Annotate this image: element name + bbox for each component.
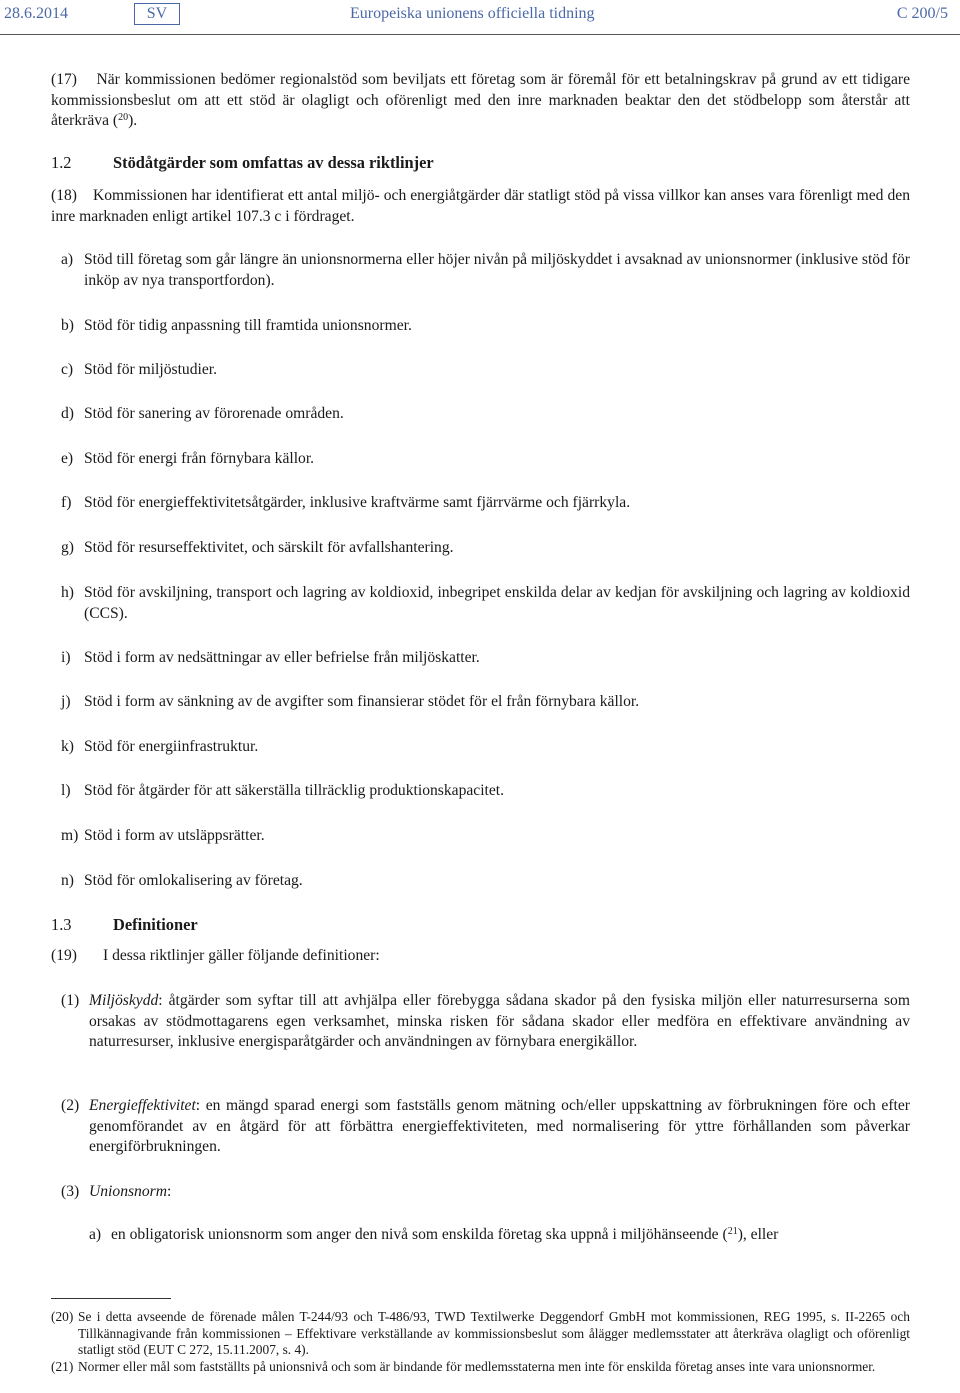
section-number: 1.2 [51,153,72,172]
list-item [61,692,910,714]
list-item [61,826,910,848]
header-date: 28.6.2014 [4,5,68,22]
definition-text [89,1182,910,1203]
definition-sub-item [89,1225,910,1267]
list-item-label: b) [61,317,74,334]
list-item-text: Stöd i form av utsläppsrätter. [84,827,265,844]
paragraph-text: När kommissionen bedömer regionalstöd som beviljats ett företag som är föremål för ett betalningskrav på grund av ett tidigare kommissionsbeslut om att ett stöd är olagligt och oförenligt med den inre marknaden beaktar den det stödbelopp som återstår att återkräva ( [51,71,911,129]
list-item-text: Stöd för resurseffektivitet, och särskilt för avfallshantering. [84,539,454,556]
journal-title: Europeiska unionens officiella tidning [350,5,595,22]
list-item-label: g) [61,539,74,556]
definition-term: Miljöskydd [89,992,159,1009]
definition-label: (2) [61,1097,80,1114]
list-item-label: f) [61,494,72,511]
footnote-text: Se i detta avseende de förenade målen T-244/93 och T-486/93, TWD Textilwerke Deggendorf GmbH mot kommissionen, REG 1995, s. II-2265 och Tillkännagivande från kommissionen – Effektivare verkställande av kommissionsbeslut som ålägger medlemsstater att återkräva olagligt och oförenligt statligt stöd (EUT C 272, 15.11.2007, s. 4). [78,1309,910,1357]
list-item-label: j) [61,693,71,710]
list-item [61,404,910,426]
list-item-label: i) [61,649,71,666]
list-item-label: m) [61,827,79,844]
definition-term: Energieffektivitet [89,1097,196,1114]
definition-body: : [166,1183,172,1200]
section-heading: Definitioner [113,915,198,934]
list-item [61,250,910,294]
footnote-ref[interactable]: 20 [118,112,129,123]
definition-text [89,991,910,1053]
list-item [61,781,910,803]
list-item-text: Stöd för energi från förnybara källor. [84,450,315,467]
list-item-label: a) [61,251,74,268]
list-item-text: Stöd i form av sänkning av de avgifter som finansierar stödet för el från förnybara källor. [84,693,640,710]
list-item [61,871,910,893]
paragraph-18 [51,186,910,227]
footnote [51,1309,910,1358]
paragraph-number: (19) [51,947,77,964]
list-item-label: n) [61,872,74,889]
definition-item [61,1182,910,1204]
language-badge: SV [134,3,180,25]
list-item [61,360,910,382]
definition-label: (1) [61,992,80,1009]
paragraph-text: I dessa riktlinjer gäller följande definitioner: [103,947,380,964]
list-item-label: k) [61,738,74,755]
paragraph-text: Kommissionen har identifierat ett antal miljö- och energiåtgärder där statligt stöd på vissa villkor kan anses vara förenligt med den inre marknaden enligt artikel 107.3 c i fördraget. [51,187,910,225]
header-divider [0,34,960,35]
definition-body: : åtgärder som syftar till att avhjälpa eller förebygga sådana skador på den fysiska miljön eller naturresurserna som orsakas av stödmottagarens egen verksamhet, minska risken för sådana skador eller medföra en effektivare användning av naturresurser, inklusive energisparåtgärder och användningen av förnybara energikällor. [89,992,910,1050]
definition-body: : en mängd sparad energi som fastställs genom mätning och/eller uppskattning av förbrukningen före och efter genomförandet av en åtgärd för att förbättra energieffektiviteten, med normalisering för yttre förhållanden som påverkar energiförbrukningen. [89,1097,910,1155]
list-item [61,449,910,471]
list-item-text: Stöd för åtgärder för att säkerställa tillräcklig produktionskapacitet. [84,782,505,799]
paragraph-tail: ). [128,112,138,129]
footnote-label: (20) [51,1309,74,1324]
list-item-text: Stöd för miljöstudier. [84,361,217,378]
list-item [61,737,910,759]
list-item-label: d) [61,405,74,422]
paragraph-number: (18) [51,187,77,204]
list-item-text: Stöd för tidig anpassning till framtida unionsnormer. [84,317,412,334]
sub-item-text: en obligatorisk unionsnorm som anger den nivå som enskilda företag ska uppnå i miljöhänseende ($^{21}$), eller [111,1226,779,1243]
list-item-text: Stöd i form av nedsättningar av eller befrielse från miljöskatter. [84,649,480,666]
footnote-text: Normer eller mål som fastställts på unionsnivå och som är bindande för medlemsstaterna men inte för enskilda företag anses inte vara unionsnormer. [78,1359,876,1374]
footnote-divider [51,1298,171,1299]
definition-term: Unionsnorm [89,1183,167,1200]
list-item [61,538,910,560]
list-item-text: Stöd till företag som går längre än unionsnormerna eller höjer nivån på miljöskyddet i avsaknad av unionsnormer (inklusive stöd för inköp av nya transportfordon). [84,251,910,289]
list-item-text: Stöd för omlokalisering av företag. [84,872,303,889]
list-item-text: Stöd för energieffektivitetsåtgärder, inklusive kraftvärme samt fjärrvärme och fjärrkyla. [84,494,631,511]
list-item [61,583,910,627]
definition-item [61,991,910,1075]
footnote-label: (21) [51,1359,74,1374]
section-number: 1.3 [51,915,72,934]
list-item-label: e) [61,450,74,467]
list-item [61,648,910,670]
list-item-text: Stöd för sanering av förorenade områden. [84,405,344,422]
list-item-text: Stöd för avskiljning, transport och lagring av koldioxid, inbegripet enskilda delar av kedjan för avskiljning och lagring av koldioxid (CCS). [84,584,910,622]
definition-label: (3) [61,1183,80,1200]
page-number: C 200/5 [896,5,948,22]
list-item-label: h) [61,584,74,601]
list-item-text: Stöd för energiinfrastruktur. [84,738,259,755]
list-item-label: l) [61,782,71,799]
paragraph-17 [51,70,910,132]
sub-item-label: a) [89,1226,102,1243]
footnote [51,1359,910,1392]
paragraph-number: (17) [51,71,77,88]
section-heading: Stödåtgärder som omfattas av dessa riktlinjer [113,153,434,172]
footnote-ref[interactable]: 21 [727,1226,738,1237]
list-item [61,493,910,515]
definition-text [89,1096,910,1158]
list-item [61,316,910,338]
definition-item [61,1096,910,1158]
list-item-label: c) [61,361,74,378]
